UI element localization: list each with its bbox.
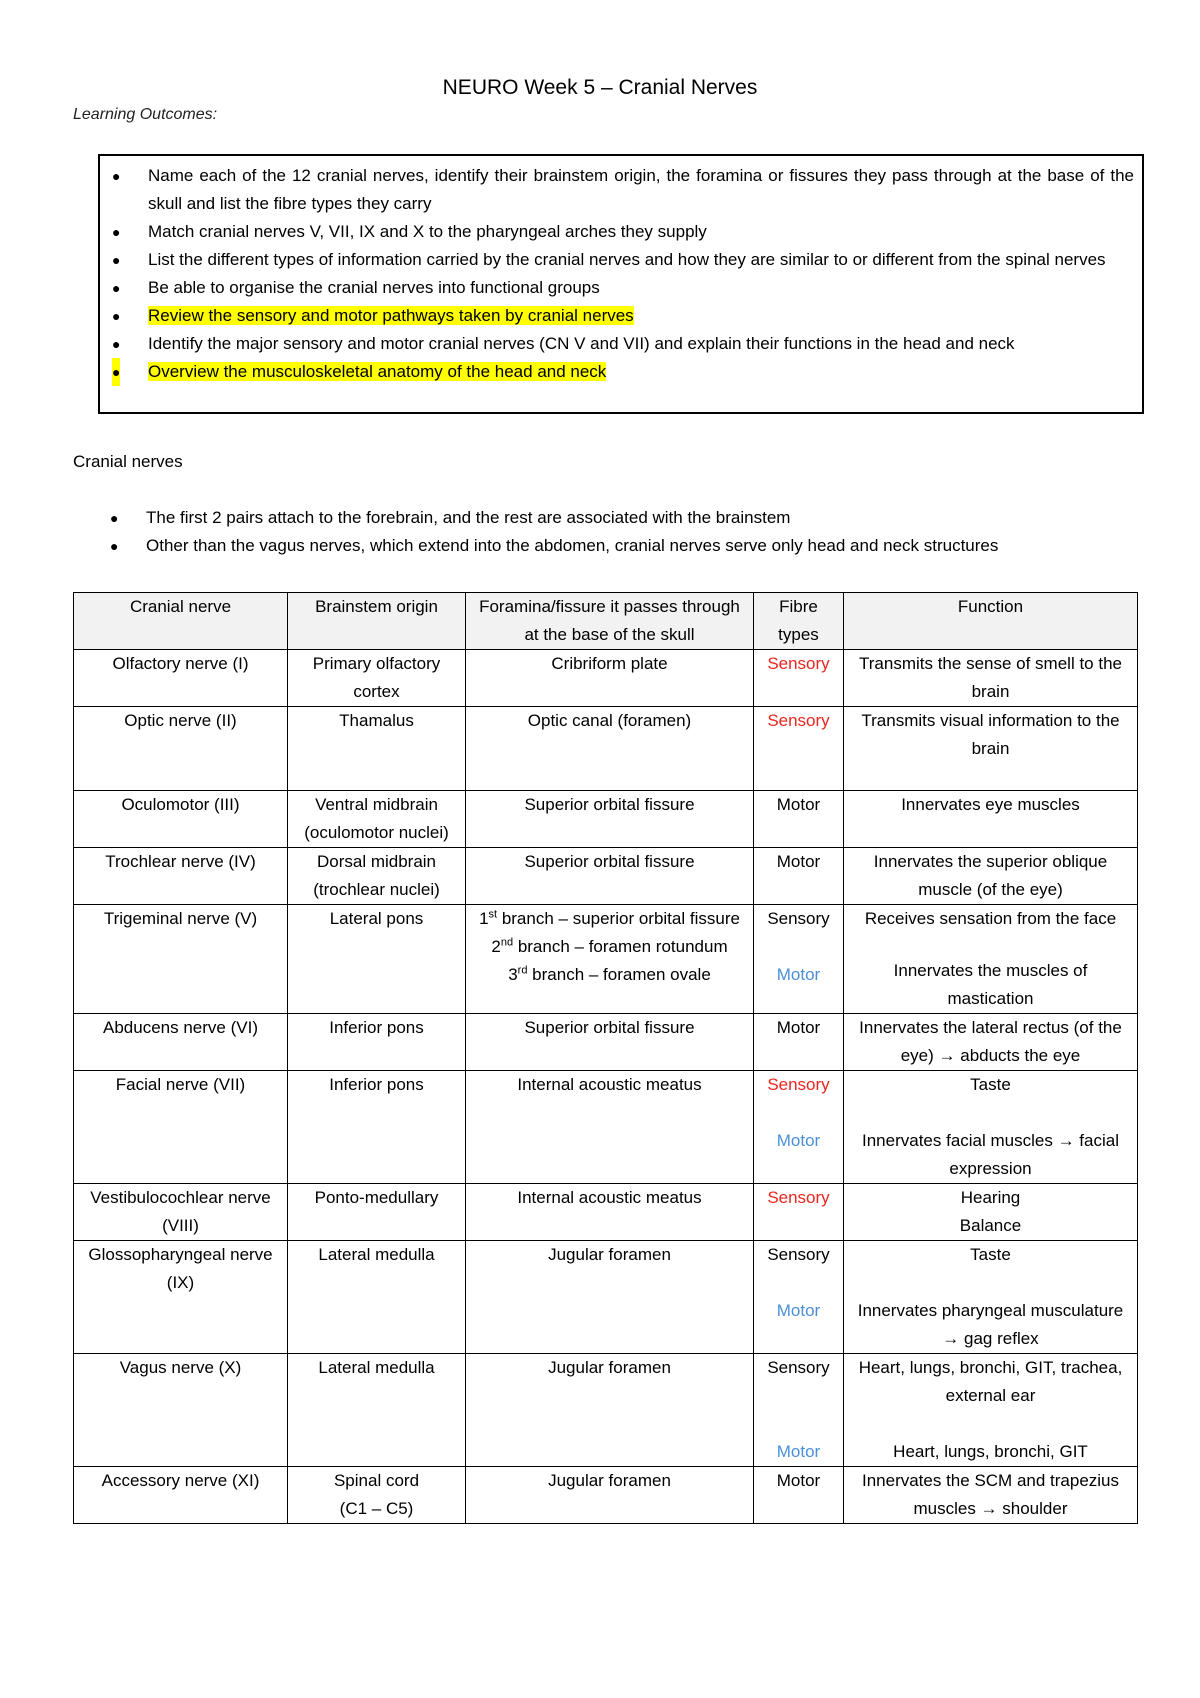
outcome-item: ● Be able to organise the cranial nerves into functional groups <box>100 274 1134 302</box>
cell-fibre: Sensory <box>754 707 844 791</box>
cell-nerve: Abducens nerve (VI) <box>74 1014 288 1071</box>
function-sensory: Taste <box>970 1245 1011 1264</box>
function-hearing: Hearing <box>960 1188 1021 1207</box>
bullet-icon: ● <box>112 168 121 184</box>
outcome-item: ● Identify the major sensory and motor cranial nerves (CN V and VII) and explain their functions in the head and neck <box>100 330 1134 358</box>
cell-foramen: Cribriform plate <box>466 650 754 707</box>
learning-outcomes-list <box>100 156 1142 386</box>
cell-fibre: Motor <box>754 1014 844 1071</box>
cell-nerve: Oculomotor (III) <box>74 791 288 848</box>
cell-nerve: Trigeminal nerve (V) <box>74 905 288 1014</box>
foramen-branch-2: 2nd branch – foramen rotundum <box>491 936 728 956</box>
cell-function <box>844 1354 1138 1467</box>
cell-fibre: Sensory <box>754 1184 844 1241</box>
cell-nerve: Facial nerve (VII) <box>74 1071 288 1184</box>
cell-origin: Thamalus <box>288 707 466 791</box>
cell-origin: Lateral medulla <box>288 1354 466 1467</box>
cell-fibre: Sensory <box>754 650 844 707</box>
cell-foramen: Superior orbital fissure <box>466 848 754 905</box>
cell-origin: Dorsal midbrain (trochlear nuclei) <box>288 848 466 905</box>
table-row <box>74 650 1138 707</box>
cell-fibre: Motor <box>754 848 844 905</box>
cell-nerve: Vagus nerve (X) <box>74 1354 288 1467</box>
fibre-sensory: Sensory <box>767 909 830 928</box>
outcome-item: ● List the different types of information carried by the cranial nerves and how they are similar to or different from the spinal nerves <box>100 246 1134 274</box>
header-function: Function <box>844 593 1138 650</box>
cell-fibre <box>754 905 844 1014</box>
header-brainstem-origin: Brainstem origin <box>288 593 466 650</box>
foramen-branch-3: 3rd branch – foramen ovale <box>508 964 711 984</box>
fibre-motor: Motor <box>776 1131 821 1150</box>
cell-nerve: Trochlear nerve (IV) <box>74 848 288 905</box>
bullet-icon: ● <box>112 358 120 386</box>
cell-origin: Spinal cord (C1 – C5) <box>288 1467 466 1524</box>
learning-outcomes-box <box>98 154 1144 414</box>
cell-origin: Inferior pons <box>288 1014 466 1071</box>
cell-foramen: Internal acoustic meatus <box>466 1184 754 1241</box>
cell-function: Innervates the lateral rectus (of the eye) → abducts the eye <box>844 1014 1138 1071</box>
table-row <box>74 1467 1138 1524</box>
function-sensory: Heart, lungs, bronchi, GIT, trachea, external ear <box>858 1358 1123 1405</box>
cell-function <box>844 1241 1138 1354</box>
header-foramina: Foramina/fissure it passes through at the base of the skull <box>466 593 754 650</box>
cell-origin: Lateral medulla <box>288 1241 466 1354</box>
table-row <box>74 1071 1138 1184</box>
cell-foramen: Optic canal (foramen) <box>466 707 754 791</box>
header-fibre-types: Fibre types <box>754 593 844 650</box>
outcome-item-highlighted: ● Review the sensory and motor pathways taken by cranial nerves <box>100 302 1134 330</box>
cell-function: Innervates the SCM and trapezius muscles → shoulder <box>844 1467 1138 1524</box>
cell-fibre: Motor <box>754 1467 844 1524</box>
cell-foramen: Jugular foramen <box>466 1241 754 1354</box>
cell-function: Innervates eye muscles <box>844 791 1138 848</box>
cranial-nerves-table <box>73 592 1138 1524</box>
function-motor: Heart, lungs, bronchi, GIT <box>893 1442 1088 1461</box>
fibre-sensory: Sensory <box>767 1358 830 1377</box>
bullet-icon: ● <box>112 336 121 352</box>
cell-foramen: Superior orbital fissure <box>466 791 754 848</box>
cell-fibre: Motor <box>754 791 844 848</box>
cell-fibre <box>754 1354 844 1467</box>
table-row <box>74 905 1138 1014</box>
function-motor: Innervates facial muscles → facial expression <box>862 1131 1119 1178</box>
function-motor: Innervates pharyngeal musculature → gag reflex <box>857 1301 1124 1348</box>
cell-foramen: Internal acoustic meatus <box>466 1071 754 1184</box>
cell-foramen <box>466 905 754 1014</box>
cell-function: Transmits the sense of smell to the brain <box>844 650 1138 707</box>
table-row <box>74 1184 1138 1241</box>
bullet-icon: ● <box>112 224 121 240</box>
cell-fibre <box>754 1071 844 1184</box>
fibre-sensory: Sensory <box>767 1245 830 1264</box>
cell-function: Innervates the superior oblique muscle (of the eye) <box>844 848 1138 905</box>
function-sensory: Taste <box>970 1075 1011 1094</box>
table-header-row <box>74 593 1138 650</box>
outcome-item: ● Name each of the 12 cranial nerves, identify their brainstem origin, the foramina or fissures they pass through at the base of the skull and list the fibre types they carry <box>100 162 1134 218</box>
outcome-item-highlighted: ● Overview the musculoskeletal anatomy of the head and neck <box>100 358 1134 386</box>
cell-function <box>844 1071 1138 1184</box>
cell-nerve: Olfactory nerve (I) <box>74 650 288 707</box>
cell-origin: Ventral midbrain (oculomotor nuclei) <box>288 791 466 848</box>
cell-origin: Primary olfactory cortex <box>288 650 466 707</box>
bullet-icon: ● <box>110 538 119 554</box>
fibre-motor: Motor <box>776 1301 821 1320</box>
cell-foramen: Superior orbital fissure <box>466 1014 754 1071</box>
cell-function: Transmits visual information to the brain <box>844 707 1138 791</box>
header-cranial-nerve: Cranial nerve <box>74 593 288 650</box>
table-row <box>74 1014 1138 1071</box>
bullet-item: ● Other than the vagus nerves, which extend into the abdomen, cranial nerves serve only head and neck structures <box>98 532 1148 560</box>
cell-function <box>844 1184 1138 1241</box>
bullet-icon: ● <box>112 308 121 324</box>
function-motor: Innervates the muscles of mastication <box>893 961 1088 1008</box>
fibre-motor: Motor <box>776 1442 821 1461</box>
table-row <box>74 791 1138 848</box>
document-title: NEURO Week 5 – Cranial Nerves <box>442 76 758 99</box>
table-row <box>74 1241 1138 1354</box>
table-row <box>74 848 1138 905</box>
function-sensory: Receives sensation from the face <box>864 909 1117 928</box>
cell-foramen: Jugular foramen <box>466 1354 754 1467</box>
fibre-sensory: Sensory <box>767 1075 830 1094</box>
bullet-icon: ● <box>112 252 121 268</box>
cell-foramen: Jugular foramen <box>466 1467 754 1524</box>
cell-nerve: Accessory nerve (XI) <box>74 1467 288 1524</box>
cell-origin: Inferior pons <box>288 1071 466 1184</box>
cranial-nerves-bullets <box>98 504 1148 560</box>
cell-function <box>844 905 1138 1014</box>
table-row <box>74 707 1138 791</box>
section-heading: Cranial nerves <box>73 452 183 471</box>
bullet-icon: ● <box>112 280 121 296</box>
fibre-motor: Motor <box>776 965 821 984</box>
learning-outcomes-label: Learning Outcomes: <box>73 106 218 123</box>
bullet-icon: ● <box>110 510 119 526</box>
cell-nerve: Vestibulocochlear nerve (VIII) <box>74 1184 288 1241</box>
cell-origin: Lateral pons <box>288 905 466 1014</box>
cell-nerve: Optic nerve (II) <box>74 707 288 791</box>
table-row <box>74 1354 1138 1467</box>
cell-nerve: Glossopharyngeal nerve (IX) <box>74 1241 288 1354</box>
cell-origin: Ponto-medullary <box>288 1184 466 1241</box>
foramen-branch-1: 1st branch – superior orbital fissure <box>479 908 740 928</box>
outcome-item: ● Match cranial nerves V, VII, IX and X to the pharyngeal arches they supply <box>100 218 1134 246</box>
bullet-item: ● The first 2 pairs attach to the forebrain, and the rest are associated with the brainstem <box>98 504 1148 532</box>
function-balance: Balance <box>959 1216 1022 1235</box>
cell-fibre <box>754 1241 844 1354</box>
